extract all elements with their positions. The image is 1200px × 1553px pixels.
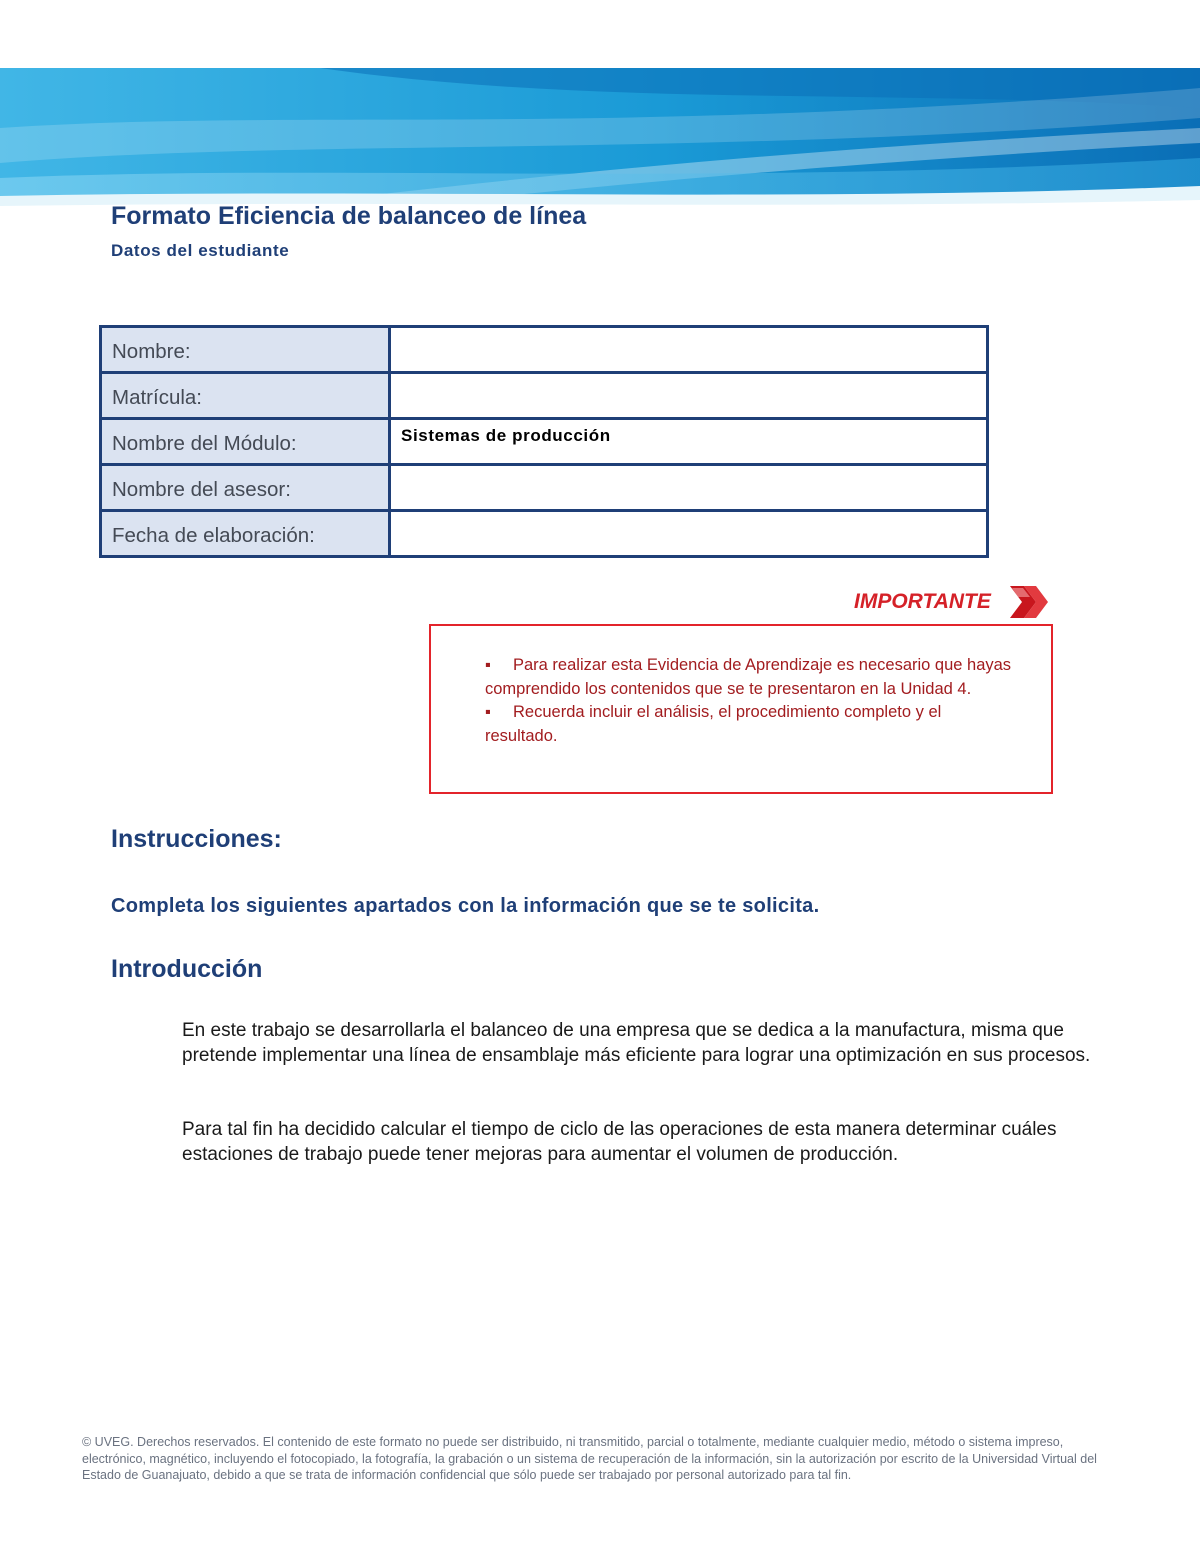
- table-row: [101, 373, 988, 419]
- instructions-text: Completa los siguientes apartados con la información que se te solicita.: [111, 895, 820, 917]
- matricula-value[interactable]: [390, 373, 988, 419]
- instructions-heading: Instrucciones:: [111, 825, 282, 853]
- important-list: [485, 654, 1015, 748]
- name-value[interactable]: [390, 327, 988, 373]
- module-value[interactable]: Sistemas de producción: [390, 419, 988, 465]
- table-row: [101, 419, 988, 465]
- important-note-box: [429, 624, 1053, 794]
- introduction-paragraph: Para tal fin ha decidido calcular el tiempo de ciclo de las operaciones de esta manera determinar cuáles estaciones de trabajo puede tener mejoras para aumentar el volumen de producción.: [182, 1119, 1057, 1165]
- document-title: Formato Eficiencia de balanceo de línea: [111, 202, 587, 230]
- list-item-text: Para realizar esta Evidencia de Aprendizaje es necesario que hayas comprendido los contenidos que se te presentaron en la Unidad 4.: [485, 656, 1012, 698]
- advisor-value[interactable]: [390, 465, 988, 511]
- important-label: IMPORTANTE: [854, 590, 991, 613]
- introduction-paragraph: En este trabajo se desarrollarla el balanceo de una empresa que se dedica a la manufactura, misma que pretende implementar una línea de ensamblaje más eficiente para lograr una optimización en sus procesos.: [182, 1020, 1091, 1066]
- list-item: [485, 701, 1015, 748]
- bullet: ▪: [485, 656, 491, 674]
- table-row: [101, 327, 988, 373]
- document-subtitle: Datos del estudiante: [111, 241, 290, 260]
- list-item: [485, 654, 1015, 701]
- list-item-text: Recuerda incluir el análisis, el procedimiento completo y el resultado.: [485, 703, 942, 745]
- date-value[interactable]: [390, 511, 988, 557]
- copyright-footer: © UVEG. Derechos reservados. El contenido de este formato no puede ser distribuido, ni transmitido, parcial o totalmente, mediante cualquier medio, método o sistema impreso, electrónico, magnético, incluyendo el fotocopiado, la fotografía, la grabación o un sistema de recuperación de la información, sin la autorización por escrito de la Universidad Virtual del Estado de Guanajuato, debido a que se trata de información confidencial que sólo puede ser trabajado por personal autorizado para tal fin.: [82, 1435, 1097, 1482]
- table-row: [101, 511, 988, 557]
- advisor-label: Nombre del asesor:: [101, 465, 390, 511]
- name-label: Nombre:: [101, 327, 390, 373]
- double-chevron-right-icon: [1006, 582, 1050, 627]
- matricula-label: Matrícula:: [101, 373, 390, 419]
- bullet: ▪: [485, 703, 491, 721]
- student-data-table: [99, 325, 989, 558]
- table-row: [101, 465, 988, 511]
- header-banner: [0, 68, 1200, 216]
- module-label: Nombre del Módulo:: [101, 419, 390, 465]
- date-label: Fecha de elaboración:: [101, 511, 390, 557]
- introduction-heading: Introducción: [111, 955, 263, 983]
